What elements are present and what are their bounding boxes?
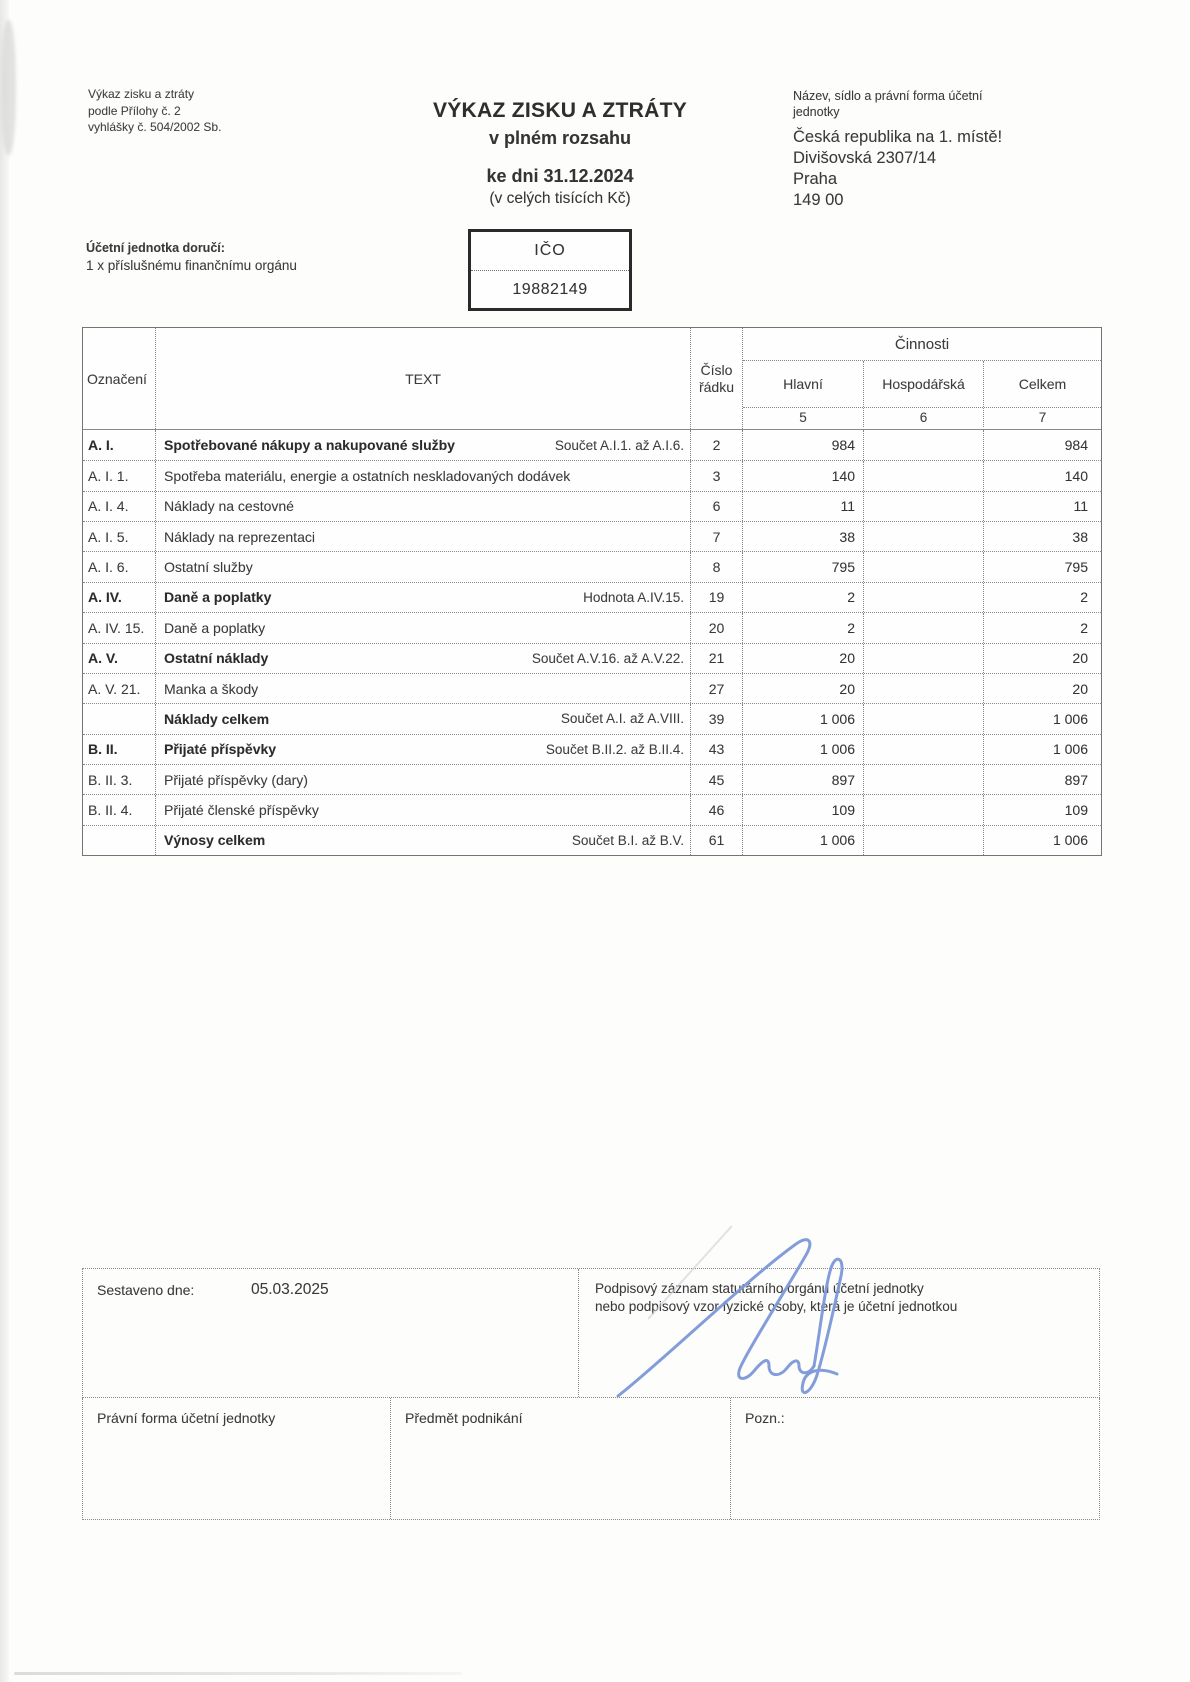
row-line-number: 6 [691,492,743,521]
row-total-value: 897 [1064,771,1088,788]
row-economic-value [864,583,984,612]
entity-zip: 149 00 [793,191,844,209]
row-formula: Hodnota A.IV.15. [583,589,684,605]
ico-value: 19882149 [512,280,588,298]
row-main-value: 795 [743,552,864,581]
row-designation: A. I. 6. [83,552,156,581]
row-text: Náklady na reprezentaci [164,528,315,545]
row-text-cell [156,795,691,824]
row-text: Výnosy celkem [164,832,266,849]
footer-signature-section [82,1268,1100,1398]
entity-street: Divišovská 2307/14 [793,149,937,167]
row-text-cell [156,552,691,581]
row-total-value: 2 [1080,589,1088,606]
header-column-numbers [743,408,1101,427]
row-total-value: 38 [1072,528,1088,545]
legal-form-label: Právní forma účetní jednotky [83,1398,391,1519]
scan-bottom-line-artifact [14,1672,462,1675]
row-text: Daně a poplatky [164,589,272,606]
row-main-value: 38 [743,522,864,551]
row-text-cell [156,522,691,551]
row-line-number: 21 [691,644,743,673]
row-text-cell [156,765,691,794]
row-text-cell [156,735,691,764]
document-title: VÝKAZ ZISKU A ZTRÁTY [432,99,688,122]
signature-label-line2: nebo podpisový vzor fyzické osoby, která je účetní jednotkou [595,1299,958,1314]
row-line-number: 2 [691,430,743,460]
row-main-value: 984 [743,430,864,460]
row-formula: Součet B.II.2. až B.II.4. [545,741,684,757]
table-row [83,460,1101,490]
row-line-number: 7 [691,522,743,551]
row-economic-value [864,765,984,794]
row-formula: Součet A.I.1. až A.I.6. [554,437,684,453]
row-total-value: 1 006 [1052,741,1088,758]
row-text: Daně a poplatky [164,619,266,636]
table-row [83,764,1101,794]
row-designation [83,826,156,855]
row-text-cell [156,613,691,642]
table-row [83,825,1101,855]
compiled-date-value: 05.03.2025 [251,1281,329,1298]
row-line-number: 19 [691,583,743,612]
row-text: Manka a škody [164,680,259,697]
ico-box [468,229,632,311]
compiled-date-label: Sestaveno dne: [97,1282,195,1298]
header-line-number-word2: řádku [698,378,735,395]
row-text-cell [156,644,691,673]
form-reference-line2: podle Přílohy č. 2 [88,103,181,118]
row-main-value: 1 006 [743,704,864,733]
header-activities: Činnosti [743,328,1101,361]
row-formula: Součet A.I. až A.VIII. [560,711,684,727]
row-formula: Součet A.V.16. až A.V.22. [531,650,684,666]
row-text-cell [156,430,691,460]
scan-smudge-artifact [1,20,16,155]
table-row [83,734,1101,764]
row-formula: Součet B.I. až B.V. [571,832,684,848]
row-economic-value [864,552,984,581]
row-designation: A. I. 5. [83,522,156,551]
row-main-value: 1 006 [743,735,864,764]
row-line-number: 61 [691,826,743,855]
table-row [83,794,1101,824]
row-main-value: 2 [743,613,864,642]
profit-loss-table [82,327,1102,856]
row-text-cell [156,704,691,733]
row-economic-value [864,735,984,764]
row-total-value: 109 [1064,801,1088,818]
table-row [83,673,1101,703]
row-total-value: 20 [1072,650,1088,667]
table-body [83,430,1101,855]
row-total-value: 1 006 [1052,832,1088,849]
header-total: Celkem [1018,376,1067,392]
row-designation: A. I. [83,430,156,460]
row-total-value: 795 [1064,559,1088,576]
row-text: Ostatní služby [164,559,253,576]
row-designation [83,704,156,733]
row-text: Spotřebované nákupy a nakupované služby [164,437,455,454]
document-subtitle: v plném rozsahu [488,128,632,148]
row-main-value: 20 [743,674,864,703]
table-row [83,551,1101,581]
table-header [83,328,1101,430]
header-main: Hlavní [743,361,864,407]
row-economic-value [864,430,984,460]
entity-info [793,88,1053,211]
header-line-number-word1: Číslo [700,361,733,378]
entity-name: Česká republika na 1. místě! [793,128,1003,146]
entity-label: Název, sídlo a právní forma účetní jednotky [793,89,983,119]
delivery-text: 1 x příslušnému finančnímu orgánu [86,258,297,273]
row-economic-value [864,674,984,703]
row-text-cell [156,461,691,490]
row-economic-value [864,644,984,673]
scan-left-edge-artifact [0,0,9,1682]
note-label: Pozn.: [745,1410,785,1426]
row-line-number: 39 [691,704,743,733]
row-text: Spotřeba materiálu, energie a ostatních neskladovaných dodávek [164,468,571,485]
header-col-number-5: 5 [743,408,864,427]
row-line-number: 8 [691,552,743,581]
table-row [83,643,1101,673]
row-text: Náklady celkem [164,710,270,727]
row-designation: A. I. 4. [83,492,156,521]
units-note: (v celých tisících Kč) [489,190,631,207]
row-text-cell [156,674,691,703]
row-economic-value [864,704,984,733]
row-total-value: 11 [1073,498,1088,515]
header-activity-names [743,361,1101,408]
row-text-cell [156,492,691,521]
row-total-value: 20 [1072,680,1088,697]
row-text-cell [156,826,691,855]
form-reference [88,86,221,136]
row-economic-value [864,795,984,824]
row-designation: A. V. 21. [83,674,156,703]
row-total-value: 1 006 [1052,710,1088,727]
form-reference-line3: vyhlášky č. 504/2002 Sb. [88,120,222,134]
header-line-number [691,328,743,429]
row-line-number: 43 [691,735,743,764]
row-total-value: 2 [1080,619,1088,636]
row-line-number: 20 [691,613,743,642]
header-designation: Označení [83,328,156,429]
row-designation: A. V. [83,644,156,673]
row-text: Přijaté příspěvky [164,741,277,758]
row-line-number: 46 [691,795,743,824]
row-designation: B. II. 4. [83,795,156,824]
row-designation: B. II. 3. [83,765,156,794]
header-text: TEXT [156,328,691,429]
signature-label-line1: Podpisový záznam statutárního orgánu účetní jednotky [595,1281,924,1296]
row-text: Přijaté příspěvky (dary) [164,771,308,788]
row-main-value: 2 [743,583,864,612]
header-activities-group [743,328,1101,429]
row-designation: A. IV. [83,583,156,612]
report-date: ke dni 31.12.2024 [486,166,634,186]
row-total-value: 984 [1064,437,1088,454]
header-economic: Hospodářská [864,361,984,407]
table-row [83,430,1101,460]
table-row [83,703,1101,733]
row-designation: B. II. [83,735,156,764]
form-reference-line1: Výkaz zisku a ztráty [88,87,195,101]
header-col-number-7: 7 [1038,410,1047,425]
row-text: Přijaté členské příspěvky [164,801,319,818]
compiled-date-cell [83,1269,579,1397]
row-main-value: 109 [743,795,864,824]
row-economic-value [864,492,984,521]
footer-info-section [82,1398,1100,1520]
row-main-value: 1 006 [743,826,864,855]
row-main-value: 11 [743,492,864,521]
row-designation: A. IV. 15. [83,613,156,642]
table-row [83,612,1101,642]
signature-cell [579,1269,1099,1397]
delivery-label: Účetní jednotka doručí: [86,241,225,255]
row-main-value: 897 [743,765,864,794]
header-col-number-6: 6 [864,408,984,427]
row-line-number: 27 [691,674,743,703]
row-economic-value [864,461,984,490]
ico-label: IČO [471,232,629,271]
row-total-value: 140 [1064,468,1088,485]
table-row [83,491,1101,521]
row-text: Ostatní náklady [164,650,269,667]
business-label: Předmět podnikání [391,1398,731,1519]
title-block [370,99,750,208]
table-row [83,582,1101,612]
row-main-value: 140 [743,461,864,490]
row-designation: A. I. 1. [83,461,156,490]
row-economic-value [864,613,984,642]
row-text: Náklady na cestovné [164,498,294,515]
row-text-cell [156,583,691,612]
row-main-value: 20 [743,644,864,673]
table-row [83,521,1101,551]
delivery-note [86,241,297,273]
entity-city: Praha [793,170,838,188]
row-line-number: 45 [691,765,743,794]
row-line-number: 3 [691,461,743,490]
row-economic-value [864,826,984,855]
row-economic-value [864,522,984,551]
